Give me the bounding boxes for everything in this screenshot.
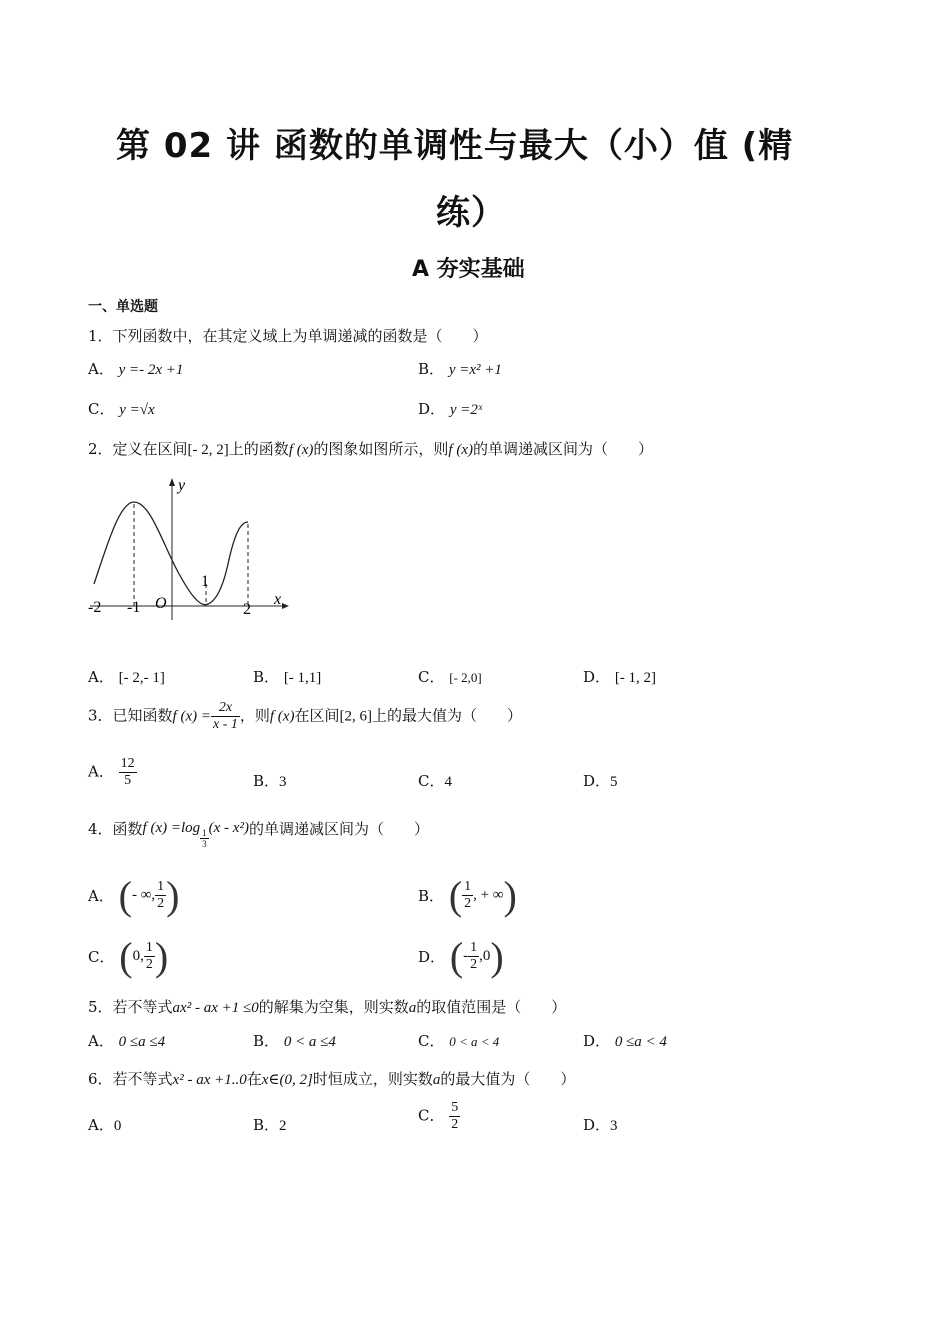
interval-left: - — [463, 948, 469, 964]
question-2-option-c[interactable] — [418, 666, 482, 687]
option-expr: y =x² +1 — [448, 362, 502, 378]
stem-text: 6．若不等式 — [88, 1070, 173, 1088]
function-lhs: f (x) =log — [142, 820, 201, 836]
stem-text: 5．若不等式 — [88, 998, 173, 1016]
question-3-option-d[interactable] — [583, 770, 618, 791]
question-2-option-b[interactable] — [253, 666, 321, 687]
option-label: D． — [583, 668, 611, 686]
option-label: D． — [418, 400, 446, 418]
interval-right: ,0 — [479, 948, 491, 964]
option-expr: 0 < a ≤4 — [283, 1034, 336, 1050]
stem-text: 在 — [246, 1070, 262, 1088]
option-label: B． — [253, 772, 280, 790]
fraction: $\frac{1}{2}$ — [470, 940, 478, 972]
function-lhs: f (x) = — [172, 708, 211, 725]
question-1-option-c[interactable] — [88, 398, 155, 419]
question-1-option-b[interactable] — [418, 358, 502, 379]
origin-label: O — [155, 595, 167, 612]
page-title-line1: 第 02 讲 函数的单调性与最大（小）值 (精 — [116, 126, 794, 166]
question-6-option-d[interactable] — [583, 1114, 618, 1135]
question-1-option-d[interactable] — [418, 398, 482, 419]
option-label: A． — [88, 1116, 114, 1134]
tick-label: -1 — [127, 599, 141, 616]
function-graph — [82, 472, 292, 622]
option-expr: [- 2,0] — [449, 670, 482, 685]
question-6-option-b[interactable] — [253, 1114, 287, 1135]
question-2-option-d[interactable] — [583, 666, 656, 687]
option-label: A． — [88, 1032, 114, 1050]
stem-text: 3．已知函数 — [88, 706, 173, 725]
stem-text: 的图象如图所示，则 — [313, 440, 449, 458]
option-label: B． — [418, 360, 445, 378]
question-5-stem — [88, 996, 566, 1017]
interval-right: , + ∞ — [473, 887, 504, 903]
stem-text: 2．定义在区间 — [88, 440, 188, 458]
question-1-option-a[interactable] — [88, 358, 183, 379]
stem-text: 时恒成立，则实数 — [312, 1070, 433, 1088]
log-argument: (x - x²) — [208, 820, 249, 836]
option-expr: [- 2,- 1] — [118, 670, 165, 686]
question-6-stem — [88, 1068, 575, 1089]
option-expr: 0 ≤a ≤4 — [118, 1034, 166, 1050]
option-label: B． — [253, 1116, 280, 1134]
question-3-option-a[interactable] — [88, 756, 137, 789]
function-expr: f (x) — [269, 708, 295, 725]
question-4-option-c[interactable]: C． (0, $\frac{1}{2}$ ) — [88, 934, 169, 979]
stem-text: 的单调递减区间为（ ） — [248, 820, 429, 838]
question-5-option-a[interactable] — [88, 1030, 165, 1051]
option-expr: 3 — [279, 774, 287, 790]
stem-text: 的单调递减区间为（ ） — [472, 440, 653, 458]
option-expr: 0 ≤a < 4 — [614, 1034, 667, 1050]
y-axis-label: y — [178, 477, 186, 494]
question-2-option-a[interactable] — [88, 666, 165, 687]
fraction: $\frac{1}{2}$ — [145, 940, 153, 972]
inequality: x² - ax +1..0 — [172, 1072, 247, 1088]
option-expr: 2 — [279, 1118, 287, 1134]
option-label: C． — [418, 668, 445, 686]
option-expr: 3 — [610, 1118, 618, 1134]
interval-left: - ∞, — [131, 887, 156, 903]
tick-label: -2 — [88, 599, 102, 616]
question-3-option-c[interactable] — [418, 770, 452, 791]
question-6-option-c[interactable] — [418, 1100, 460, 1133]
option-label: C． — [418, 772, 445, 790]
tick-label: 1 — [201, 573, 209, 590]
question-5-option-c[interactable] — [418, 1030, 499, 1051]
y-axis-arrow — [169, 478, 175, 486]
option-expr: 5 — [610, 774, 618, 790]
fraction: $\frac{2x}{x - 1}$ — [212, 700, 238, 732]
option-expr: 0 — [113, 1118, 122, 1134]
question-3-option-b[interactable] — [253, 770, 287, 791]
option-expr: [- 1,1] — [283, 670, 322, 686]
section-subtitle: A 夯实基础 — [412, 257, 525, 282]
log-base: $\frac{1}{3}$ — [202, 827, 207, 849]
condition: x∈(0, 2] — [261, 1072, 313, 1088]
option-label: B． — [418, 887, 445, 905]
interval: [- 2, 2] — [187, 442, 229, 458]
fraction: $\frac{12}{5}$ — [120, 756, 135, 788]
question-1-stem: 1．下列函数中，在其定义域上为单调递减的函数是（ ） — [88, 327, 488, 345]
option-expr: y =- 2x +1 — [118, 362, 184, 378]
stem-text: 在区间 — [294, 706, 340, 725]
stem-text: 的最大值为（ ） — [440, 1070, 576, 1088]
option-label: C． — [418, 1106, 445, 1125]
page-title-line2: 练） — [436, 193, 506, 233]
function-expr: f (x) — [288, 442, 314, 458]
interval: [2, 6] — [339, 708, 372, 725]
question-4-option-b[interactable]: B． ( $\frac{1}{2}$ , + ∞) — [418, 873, 517, 918]
option-expr: 0 < a < 4 — [449, 1034, 500, 1049]
option-expr: y =√x — [119, 402, 155, 418]
question-6-option-a[interactable] — [88, 1114, 121, 1135]
question-5-option-d[interactable] — [583, 1030, 667, 1051]
stem-text: 的解集为空集，则实数 — [258, 998, 409, 1016]
stem-text: 上的最大值为（ ） — [371, 706, 522, 725]
fraction: $\frac{5}{2}$ — [451, 1100, 459, 1132]
option-label: A． — [88, 360, 114, 378]
option-label: D． — [583, 1116, 611, 1134]
question-3-stem — [88, 700, 522, 733]
option-label: B． — [253, 1032, 280, 1050]
stem-text: 的取值范围是（ ） — [416, 998, 567, 1016]
fraction: $\frac{1}{2}$ — [464, 879, 472, 911]
tick-label: 2 — [243, 601, 251, 618]
x-axis-arrow — [282, 603, 289, 609]
question-5-option-b[interactable] — [253, 1030, 336, 1051]
fraction: $\frac{1}{2}$ — [157, 879, 165, 911]
option-label: A． — [88, 668, 114, 686]
option-label: C． — [88, 948, 115, 966]
section-heading: 一、单选题 — [88, 299, 158, 315]
variable: a — [432, 1072, 441, 1088]
question-2-stem — [88, 438, 653, 459]
option-label: C． — [88, 400, 115, 418]
function-curve — [94, 502, 248, 605]
option-label: A． — [88, 887, 114, 905]
option-expr: y =2ˣ — [449, 402, 483, 418]
option-label: D． — [418, 948, 446, 966]
stem-text: ，则 — [239, 706, 270, 725]
option-expr: [- 1, 2] — [614, 670, 657, 686]
option-label: C． — [418, 1032, 445, 1050]
option-label: D． — [583, 1032, 611, 1050]
question-4-option-d[interactable]: D． (- $\frac{1}{2}$ ,0) — [418, 934, 504, 979]
option-label: D． — [583, 772, 611, 790]
stem-text: 4．函数 — [88, 820, 143, 838]
interval-left: 0, — [132, 948, 144, 964]
question-4-option-a[interactable]: A． (- ∞, $\frac{1}{2}$ ) — [88, 873, 180, 918]
variable: a — [408, 1000, 417, 1016]
function-expr: f (x) — [448, 442, 473, 458]
option-label: B． — [253, 668, 280, 686]
option-expr: 4 — [444, 774, 452, 790]
stem-text: 上的函数 — [228, 440, 289, 458]
x-axis-label: x — [274, 591, 282, 608]
question-4-stem — [88, 818, 429, 849]
option-label: A． — [88, 762, 114, 781]
inequality: ax² - ax +1 ≤0 — [172, 1000, 259, 1016]
